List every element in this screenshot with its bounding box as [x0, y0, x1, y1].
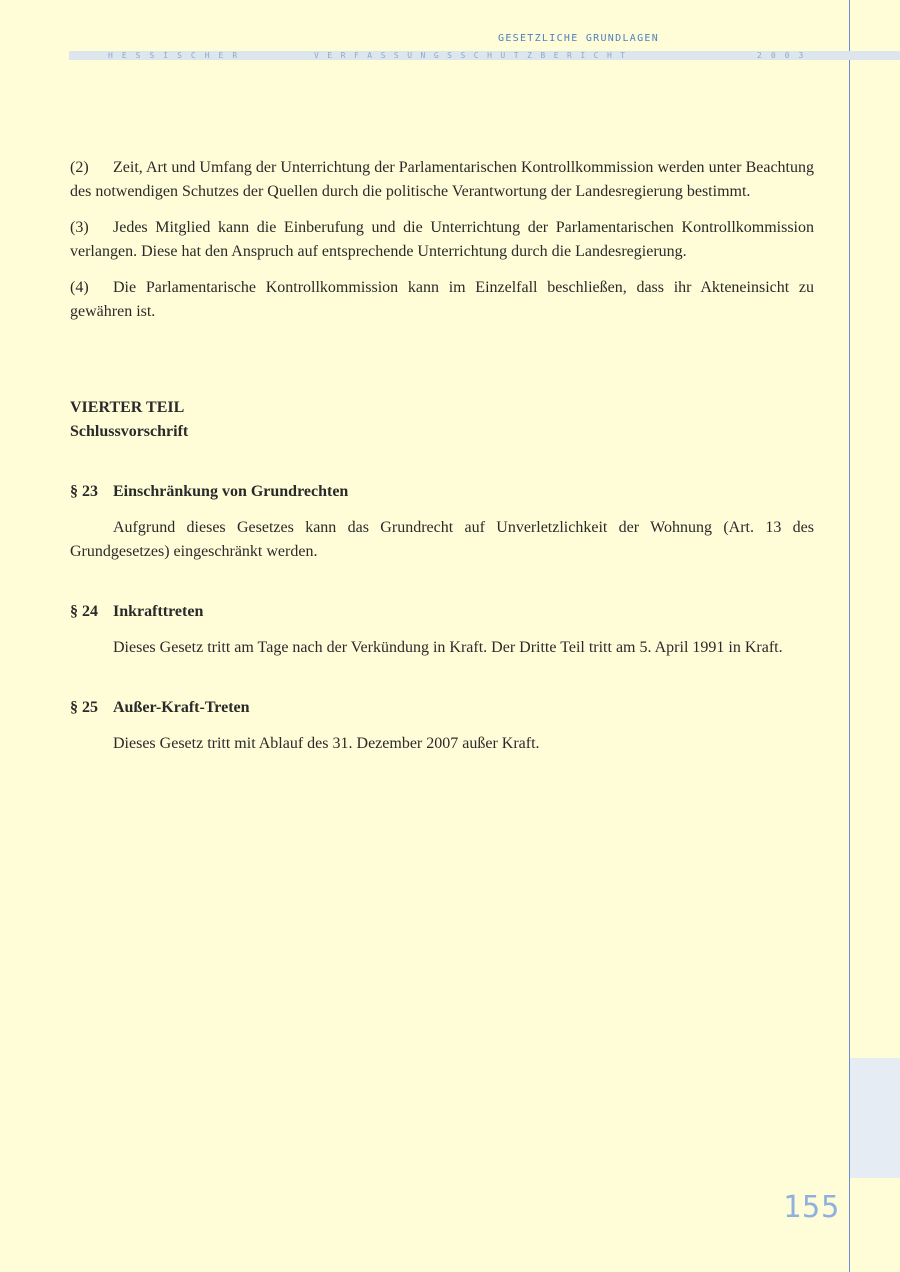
section-24-heading	[70, 600, 814, 624]
running-header-title: VERFASSUNGSSCHUTZBERICHT	[314, 51, 634, 60]
part-title: VIERTER TEIL	[70, 399, 185, 416]
section-25-heading	[70, 696, 814, 720]
running-header-publisher: HESSISCHER	[108, 51, 247, 60]
running-header-year: 2003	[757, 51, 813, 60]
document-body	[70, 156, 814, 756]
section-title: Außer-Kraft-Treten	[113, 699, 250, 716]
paragraph-text: Jedes Mitglied kann die Einberufung und die Unterrichtung der Parlamentarischen Kontrollkommission verlangen. Diese hat den Anspruch auf entsprechende Unterrichtung durch die Landesregierung.	[70, 219, 814, 260]
paragraph-number: (4)	[70, 279, 89, 296]
section-number: § 23	[70, 483, 98, 500]
paragraph-text: Zeit, Art und Umfang der Unterrichtung der Parlamentarischen Kontrollkommission werden unter Beachtung des notwendigen Schutzes der Quellen durch die politische Verantwortung der Landesregierung bestimmt.	[70, 159, 814, 200]
section-number: § 25	[70, 699, 98, 716]
part-subtitle: Schlussvorschrift	[70, 423, 189, 440]
section-title: Inkrafttreten	[113, 603, 204, 620]
section-number: § 24	[70, 603, 98, 620]
section-23-text: Aufgrund dieses Gesetzes kann das Grundrecht auf Unverletzlichkeit der Wohnung (Art. 13 des Grundgesetzes) eingeschränkt werden.	[70, 519, 814, 560]
section-23-heading	[70, 480, 814, 504]
section-label: GESETZLICHE GRUNDLAGEN	[498, 33, 660, 44]
side-tab-marker	[850, 1058, 900, 1178]
paragraph-3	[70, 216, 814, 264]
section-title: Einschränkung von Grundrechten	[113, 483, 349, 500]
section-24-text: Dieses Gesetz tritt am Tage nach der Verkündung in Kraft. Der Dritte Teil tritt am 5. April 1991 in Kraft.	[113, 639, 783, 656]
paragraph-4	[70, 276, 814, 324]
page-number: 155	[783, 1190, 841, 1225]
paragraph-number: (3)	[70, 219, 89, 236]
section-25-text: Dieses Gesetz tritt mit Ablauf des 31. Dezember 2007 außer Kraft.	[113, 735, 540, 752]
paragraph-text: Die Parlamentarische Kontrollkommission kann im Einzelfall beschließen, dass ihr Akteneinsicht zu gewähren ist.	[70, 279, 814, 320]
paragraph-number: (2)	[70, 159, 89, 176]
paragraph-2	[70, 156, 814, 204]
